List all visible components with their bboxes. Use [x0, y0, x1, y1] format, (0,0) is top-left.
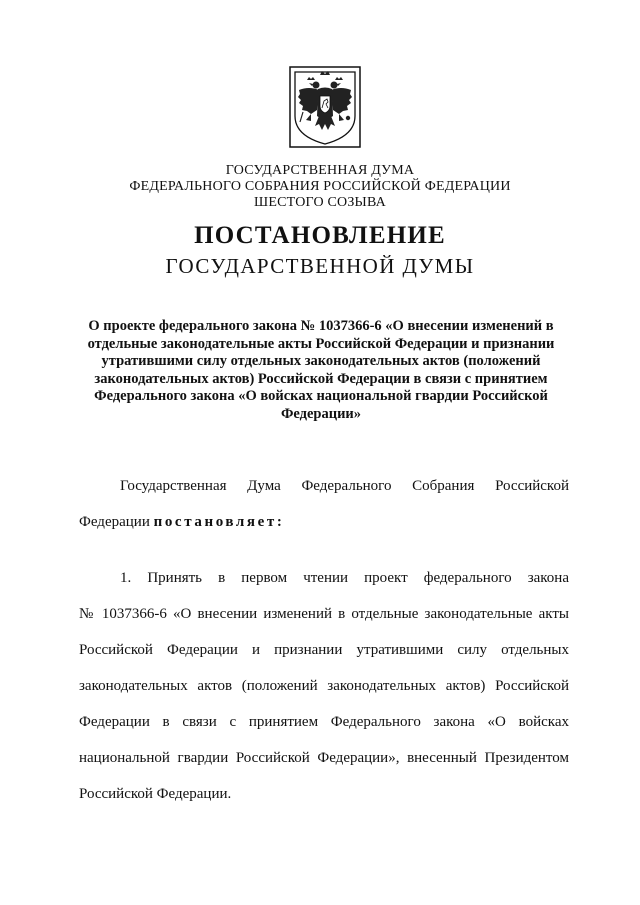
header-line-2: ФЕДЕРАЛЬНОГО СОБРАНИЯ РОССИЙСКОЙ ФЕДЕРАЦИИ [129, 179, 511, 194]
subject-line: утратившими силу отдельных законодательных актов (положений [101, 353, 541, 369]
resolution-verb: постановляет: [153, 514, 285, 530]
paragraph-line: № 1037366-6 «О внесении изменений в отдельные законодательные акты [79, 606, 569, 622]
subject-line: О проекте федерального закона № 1037366-6 «О внесении изменений в [88, 318, 554, 334]
subject-line: Федерального закона «О войсках национальной гвардии Российской [94, 388, 548, 404]
document-subject [78, 318, 564, 423]
coat-of-arms-icon [289, 66, 361, 148]
paragraph-line: законодательных актов (положений законодательных актов) Российской [79, 678, 569, 694]
header-line-1: ГОСУДАРСТВЕННАЯ ДУМА [225, 163, 415, 178]
header-line-3: ШЕСТОГО СОЗЫВА [254, 195, 386, 210]
subject-line: Федерации» [280, 405, 362, 422]
preamble-line-2 [79, 513, 569, 531]
preamble-line-1: Государственная Дума Федерального Собрания Российской [120, 478, 569, 494]
paragraph-line: Российской Федерации и признании утратившими силу отдельных [79, 642, 569, 658]
paragraph-line: 1. Принять в первом чтении проект федерального закона [120, 570, 569, 586]
paragraph-line: национальной гвардии Российской Федерации», внесенный Президентом [79, 750, 569, 766]
document-title: ПОСТАНОВЛЕНИЕ [194, 222, 446, 249]
paragraph-line: Российской Федерации. [79, 786, 232, 802]
subject-line: законодательных актов) Российской Федерации в связи с принятием [94, 370, 548, 387]
preamble-text: Федерации [79, 514, 154, 530]
paragraph-line: Федерации в связи с принятием Федерального закона «О войсках [79, 714, 569, 730]
document-subtitle: ГОСУДАРСТВЕННОЙ ДУМЫ [165, 254, 475, 278]
subject-line: отдельные законодательные акты Российской Федерации и признании [87, 335, 555, 352]
